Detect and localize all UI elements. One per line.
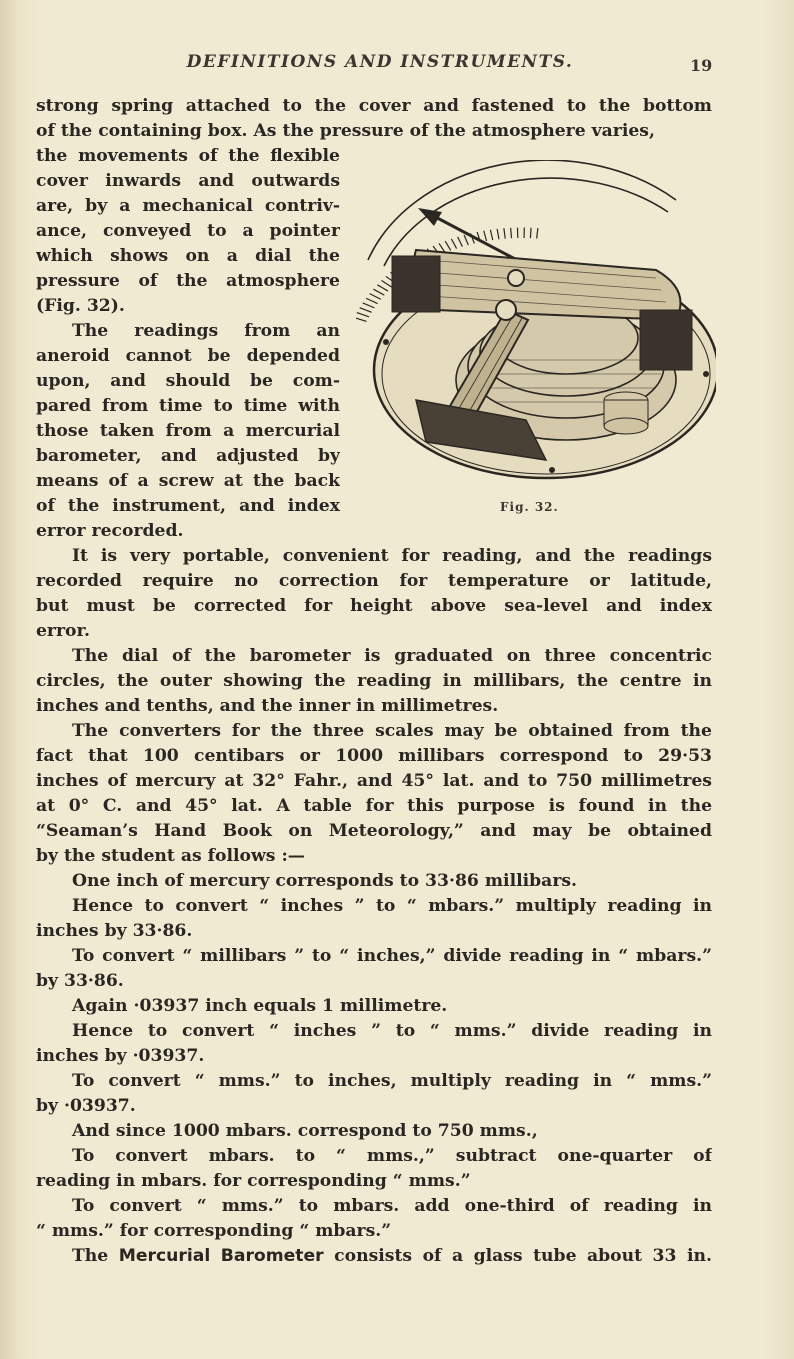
text-line: inches by ·03937. [36,1046,205,1066]
text-line: Hence to convert “ inches ” to “ mbars.” multiply reading in [72,896,712,916]
wrapped-column [36,144,340,544]
figure-caption: Fig. 32. [500,500,559,514]
text-line: are, by a mechanical contriv- [36,196,340,216]
dial-tick [356,318,367,322]
text-line: The converters for the three scales may be obtained from the [72,721,712,741]
dial-tick [451,239,456,249]
text-line: strong spring attached to the cover and fastened to the bottom [36,96,712,116]
dial-tick [381,281,391,288]
text-line: And since 1000 mbars. correspond to 750 mms., [72,1121,538,1141]
aneroid-barometer-mechanism-illustration [356,160,716,490]
dial-tick [484,231,487,241]
text-line: at 0° C. and 45° lat. A table for this purpose is found in the [36,796,712,816]
text-line: reading in mbars. for corresponding “ mms.” [36,1171,471,1191]
text-line: To convert “ mms.” to mbars. add one-third of reading in [72,1196,712,1216]
text-line: It is very portable, convenient for reading, and the readings [72,546,712,566]
text-line: To convert “ mms.” to inches, multiply reading in “ mms.” [72,1071,712,1091]
dial-tick [458,237,463,247]
text-fragment: consists of a glass tube about 33 in. [323,1246,712,1266]
dial-tick [511,228,512,238]
text-line: those taken from a mercurial [36,421,340,441]
dial-tick [373,289,384,295]
text-line: upon, and should be com- [36,371,340,391]
dial-tick [445,241,451,251]
text-line: aneroid cannot be depended [36,346,340,366]
last-line [36,1244,712,1269]
dial-tick [464,235,468,245]
dial-tick [490,230,492,240]
text-line: ance, conveyed to a pointer [36,221,340,241]
text-line: Again ·03937 inch equals 1 millimetre. [72,996,448,1016]
text-line: pared from time to time with [36,396,340,416]
text-line: means of a screw at the back [36,471,340,491]
dial-tick [370,294,381,300]
text-line: by the student as follows :— [36,846,305,866]
dial-tick [377,285,388,291]
dial-tick [537,228,538,238]
text-line: The readings from an [72,321,340,341]
text-line: circles, the outer showing the reading in millibars, the centre in [36,671,712,691]
text-line: which shows on a dial the [36,246,340,266]
dial-tick [357,313,369,317]
text-line: the movements of the flexible [36,146,340,166]
text-line: barometer, and adjusted by [36,446,340,466]
text-line: (Fig. 32). [36,296,125,316]
dial-tick [363,303,375,308]
main-text [36,544,712,1269]
text-line: To convert mbars. to “ mms.,” subtract one-quarter of [72,1146,712,1166]
text-line: The dial of the barometer is graduated on three concentric [72,646,712,666]
text-line: error. [36,621,90,641]
dial-tick [497,229,499,239]
text-line: To convert “ millibars ” to “ inches,” divide reading in “ mbars.” [72,946,712,966]
text-line: cover inwards and outwards [36,171,340,191]
text-line: “Seaman’s Hand Book on Meteorology,” and may be obtained [36,821,712,841]
text-line: inches by 33·86. [36,921,193,941]
text-line: inches and tenths, and the inner in millimetres. [36,696,499,716]
text-line: of the containing box. As the pressure of the atmosphere varies, [36,121,655,141]
text-line: inches of mercury at 32° Fahr., and 45° lat. and to 750 millimetres [36,771,712,791]
text-line: One inch of mercury corresponds to 33·86 millibars. [72,871,578,891]
text-fragment: The [72,1246,119,1266]
text-line: pressure of the atmosphere [36,271,340,291]
dial-tick [366,298,377,303]
running-head: DEFINITIONS AND INSTRUMENTS. [186,52,574,72]
text-line: recorded require no correction for temperature or latitude, [36,571,712,591]
aneroid-barometer-figure [356,160,716,490]
dial-tick [360,308,372,313]
text-line: fact that 100 centibars or 1000 millibars correspond to 29·53 [36,746,712,766]
text-line: by ·03937. [36,1096,136,1116]
text-line: by 33·86. [36,971,124,991]
opening-paragraph [36,94,712,144]
dial-tick [530,228,531,238]
text-line: but must be corrected for height above sea-level and index [36,596,712,616]
text-line: of the instrument, and index [36,496,340,516]
page-number: 19 [690,56,713,75]
term-mercurial-barometer: Mercurial Barometer [118,1246,324,1266]
text-line: error recorded. [36,521,184,541]
text-line: Hence to convert “ inches ” to “ mms.” divide reading in [72,1021,712,1041]
dial-tick [504,228,505,238]
text-line: “ mms.” for corresponding “ mbars.” [36,1221,392,1241]
